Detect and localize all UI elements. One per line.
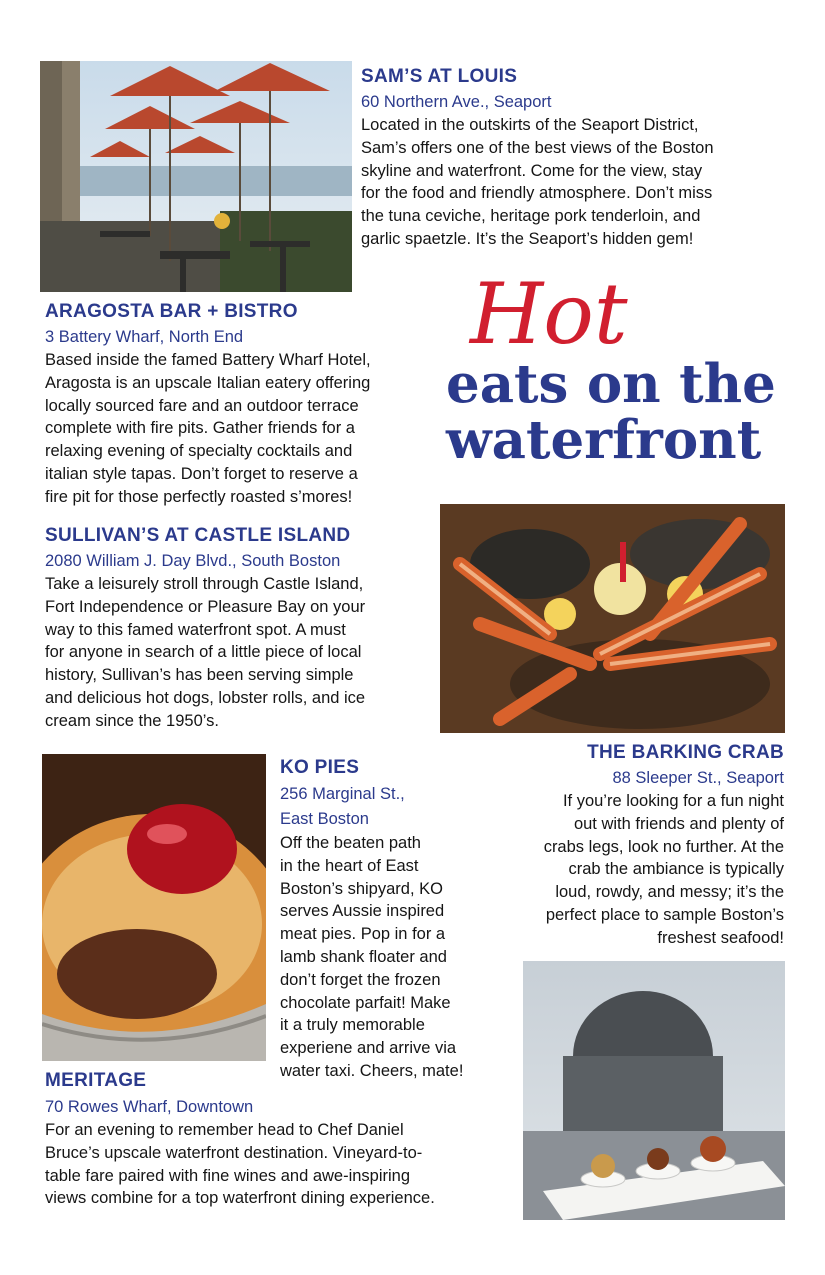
meat-pie-photo bbox=[42, 754, 266, 1061]
restaurant-name: ARAGOSTA BAR + BISTRO bbox=[45, 301, 298, 322]
terrace-umbrellas-photo bbox=[40, 61, 352, 292]
description-line: Take a leisurely stroll through Castle Island, bbox=[45, 575, 364, 593]
description-line: crab the ambiance is typically bbox=[568, 860, 784, 879]
restaurant-description bbox=[45, 349, 371, 509]
restaurant-name: SULLIVAN’S AT CASTLE ISLAND bbox=[45, 525, 351, 546]
description-line: complete with fire pits. Gather friends for a bbox=[45, 419, 355, 438]
description-line: skyline and waterfront. Come for the view, stay bbox=[361, 161, 703, 180]
crab-legs-photo bbox=[440, 504, 785, 733]
description-line: the tuna ceviche, heritage pork tenderloin, and bbox=[361, 207, 701, 226]
restaurant-name: THE BARKING CRAB bbox=[587, 742, 784, 763]
restaurant-address bbox=[280, 782, 463, 832]
restaurant-ko-pies bbox=[280, 756, 463, 1083]
restaurant-description bbox=[361, 114, 714, 251]
restaurant-description bbox=[280, 832, 463, 1083]
description-line: perfect place to sample Boston’s bbox=[545, 905, 784, 924]
description-line: Located in the outskirts of the Seaport District, bbox=[361, 116, 699, 134]
waterfront-appetizers-photo bbox=[523, 961, 785, 1220]
restaurant-aragosta bbox=[45, 300, 371, 509]
description-line: serves Aussie inspired bbox=[280, 902, 445, 921]
description-line: Based inside the famed Battery Wharf Hotel, bbox=[45, 351, 371, 369]
description-line: don’t forget the frozen bbox=[280, 970, 441, 989]
title-line-2: waterfront bbox=[446, 409, 762, 471]
description-line: locally sourced fare and an outdoor terrace bbox=[45, 396, 359, 415]
restaurant-address: 3 Battery Wharf, North End bbox=[45, 328, 244, 346]
description-line: garlic spaetzle. It’s the Seaport’s hidden gem! bbox=[361, 229, 694, 248]
restaurant-address: 60 Northern Ave., Seaport bbox=[361, 93, 552, 111]
restaurant-address: 88 Sleeper St., Seaport bbox=[612, 769, 784, 787]
description-line: Aragosta is an upscale Italian eatery offering bbox=[45, 373, 371, 392]
description-line: relaxing evening of specialty cocktails and bbox=[45, 442, 353, 461]
title-line-1: eats on the bbox=[446, 353, 776, 415]
description-line: Sam’s offers one of the best views of the Boston bbox=[361, 138, 714, 157]
restaurant-meritage bbox=[45, 1069, 435, 1210]
restaurant-name: KO PIES bbox=[280, 757, 360, 778]
restaurant-name: SAM’S AT LOUIS bbox=[361, 66, 518, 87]
description-line: If you’re looking for a fun night bbox=[562, 792, 784, 810]
description-line: Fort Independence or Pleasure Bay on your bbox=[45, 597, 366, 616]
description-line: and delicious hot dogs, lobster rolls, and ice bbox=[45, 688, 366, 707]
description-line: Boston’s shipyard, KO bbox=[280, 879, 443, 898]
restaurant-sullivans bbox=[45, 524, 365, 733]
description-line: for anyone in search of a little piece of local bbox=[45, 643, 362, 662]
description-line: in the heart of East bbox=[280, 856, 419, 875]
description-line: Off the beaten path bbox=[280, 834, 421, 852]
description-line: way to this famed waterfront spot. A must bbox=[45, 620, 346, 639]
description-line: for the food and friendly atmosphere. Don’t miss bbox=[361, 184, 713, 203]
description-line: table fare paired with fine wines and awe-inspiring bbox=[45, 1166, 411, 1185]
restaurant-description bbox=[45, 573, 365, 733]
description-line: views combine for a top waterfront dining experience. bbox=[45, 1189, 435, 1208]
address-line: East Boston bbox=[280, 810, 369, 828]
description-line: Bruce’s upscale waterfront destination. Vineyard-to- bbox=[45, 1143, 423, 1162]
restaurant-name: MERITAGE bbox=[45, 1070, 147, 1091]
restaurant-barking-crab bbox=[544, 741, 784, 950]
description-line: meat pies. Pop in for a bbox=[280, 925, 446, 944]
description-line: experiene and arrive via bbox=[280, 1039, 457, 1058]
restaurant-sams-at-louis bbox=[361, 65, 714, 251]
restaurant-description bbox=[544, 790, 784, 950]
restaurant-address: 70 Rowes Wharf, Downtown bbox=[45, 1098, 254, 1116]
description-line: freshest seafood! bbox=[657, 928, 784, 947]
description-line: it a truly memorable bbox=[280, 1016, 425, 1035]
title-hot: Hot bbox=[470, 265, 628, 363]
description-line: water taxi. Cheers, mate! bbox=[280, 1061, 464, 1080]
description-line: For an evening to remember head to Chef Daniel bbox=[45, 1121, 404, 1139]
restaurant-address: 2080 William J. Day Blvd., South Boston bbox=[45, 552, 341, 570]
description-line: crabs legs, look no further. At the bbox=[543, 837, 784, 856]
description-line: lamb shank floater and bbox=[280, 947, 447, 966]
description-line: italian style tapas. Don’t forget to reserve a bbox=[45, 464, 358, 483]
description-line: cream since the 1950’s. bbox=[45, 711, 219, 730]
restaurant-description bbox=[45, 1119, 435, 1210]
description-line: fire pit for those perfectly roasted s’mores! bbox=[45, 487, 353, 506]
description-line: out with friends and plenty of bbox=[573, 814, 784, 833]
description-line: chocolate parfait! Make bbox=[280, 993, 451, 1012]
description-line: history, Sullivan’s has been serving simple bbox=[45, 666, 354, 685]
address-line: 256 Marginal St., bbox=[280, 785, 405, 803]
description-line: loud, rowdy, and messy; it’s the bbox=[555, 883, 784, 902]
